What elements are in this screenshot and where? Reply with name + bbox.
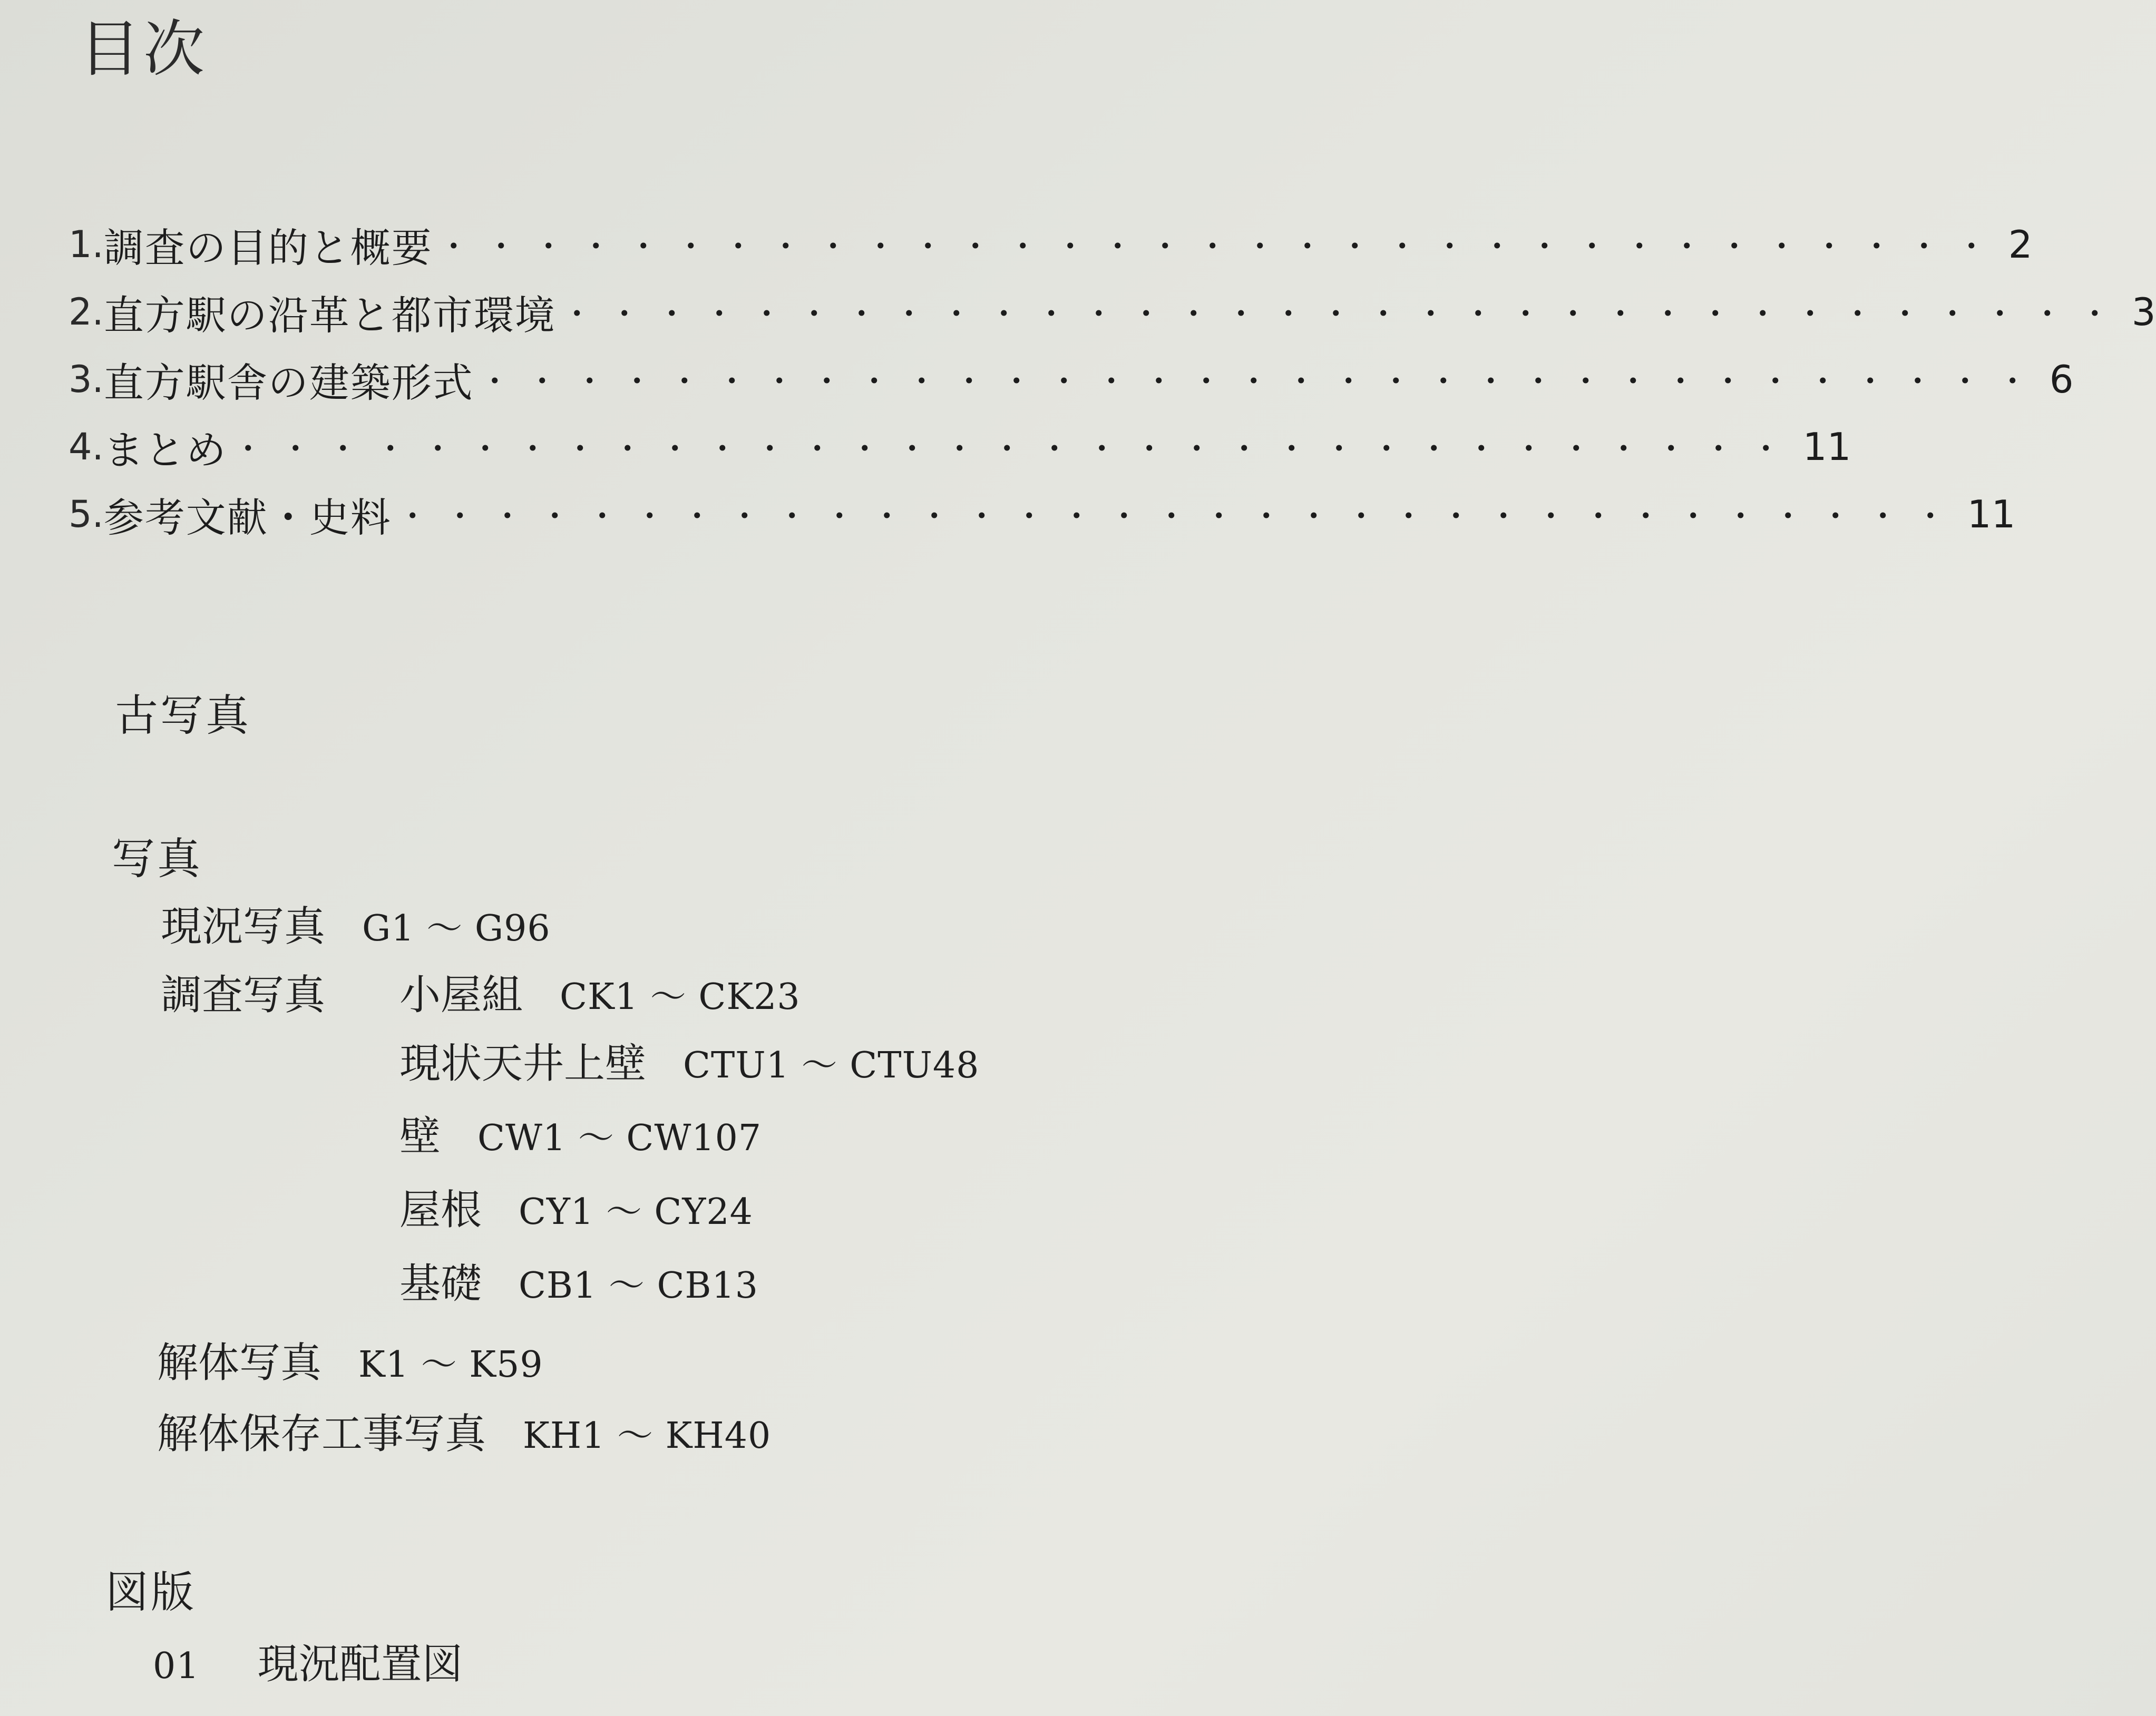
toc-entry xyxy=(69,413,1851,481)
toc-entry xyxy=(69,278,2156,346)
survey-item xyxy=(399,972,801,1019)
toc-leader-dots: ・・・・・・・・・・・・・・・・・・・・・・・・・・・・・・・・・ xyxy=(396,498,1962,535)
survey-item-label: 壁 xyxy=(399,1113,441,1160)
toc-entry xyxy=(69,481,2016,548)
survey-photos-label: 調査写真 xyxy=(161,972,326,1019)
toc-entry-title: 参考文献・史料 xyxy=(103,494,392,541)
survey-item-label: 基礎 xyxy=(399,1260,482,1308)
survey-item-range: CTU1 ～ CTU48 xyxy=(683,1045,980,1086)
toc-entry-number: 2. xyxy=(69,290,104,334)
toc-entry-page: 11 xyxy=(1802,425,1851,469)
preservation-photos-entry xyxy=(157,1410,772,1458)
toc-entry xyxy=(69,211,2033,278)
current-photos-range: G1 ～ G96 xyxy=(362,908,551,949)
survey-item-range: CW1 ～ CW107 xyxy=(477,1117,762,1159)
page-title: 目次 xyxy=(79,14,208,85)
toc-entry-title: 調査の目的と概要 xyxy=(103,224,433,271)
current-photos-label: 現況写真 xyxy=(161,903,326,950)
survey-item-label: 小屋組 xyxy=(399,972,523,1019)
survey-item-range: CB1 ～ CB13 xyxy=(519,1265,759,1307)
preservation-photos-label: 解体保存工事写真 xyxy=(157,1410,486,1458)
toc-entry-page: 6 xyxy=(2049,357,2074,401)
table-of-contents xyxy=(69,211,2156,548)
old-photos-heading: 古写真 xyxy=(115,691,251,741)
survey-item xyxy=(399,1260,759,1308)
toc-entry-page: 2 xyxy=(2008,222,2033,267)
toc-leader-dots: ・・・・・・・・・・・・・・・・・・・・・・・・・・・・・・・・・ xyxy=(561,296,2126,333)
toc-leader-dots: ・・・・・・・・・・・・・・・・・・・・・・・・・・・・・・・・・ xyxy=(232,431,1798,468)
toc-entry-page: 3 xyxy=(2131,290,2156,334)
figures-heading: 図版 xyxy=(105,1567,197,1617)
toc-entry xyxy=(69,346,2074,413)
toc-entry-page: 11 xyxy=(1967,492,2016,536)
toc-entry-number: 5. xyxy=(69,493,104,536)
figure-label: 現況配置図 xyxy=(257,1641,463,1688)
toc-entry-title: まとめ xyxy=(103,426,227,474)
dismantling-photos-range: K1 ～ K59 xyxy=(358,1344,543,1386)
dismantling-photos-label: 解体写真 xyxy=(157,1339,322,1387)
photos-heading: 写真 xyxy=(112,834,203,884)
current-photos-entry xyxy=(161,903,551,950)
figure-entry xyxy=(153,1641,463,1688)
survey-item-label: 屋根 xyxy=(399,1187,482,1234)
survey-item xyxy=(399,1113,762,1160)
preservation-photos-range: KH1 ～ KH40 xyxy=(523,1415,772,1457)
survey-item-range: CK1 ～ CK23 xyxy=(560,976,801,1018)
toc-entry-title: 直方駅の沿革と都市環境 xyxy=(103,291,556,339)
toc-entry-title: 直方駅舎の建築形式 xyxy=(103,359,474,406)
toc-leader-dots: ・・・・・・・・・・・・・・・・・・・・・・・・・・・・・・・・・ xyxy=(479,364,2044,400)
survey-item-label: 現状天井上壁 xyxy=(399,1040,647,1087)
survey-item xyxy=(399,1187,753,1234)
toc-entry-number: 1. xyxy=(69,223,104,266)
survey-item xyxy=(399,1040,980,1087)
figure-number: 01 xyxy=(153,1645,200,1687)
dismantling-photos-entry xyxy=(157,1339,543,1387)
toc-leader-dots: ・・・・・・・・・・・・・・・・・・・・・・・・・・・・・・・・・ xyxy=(437,229,2003,266)
toc-entry-number: 4. xyxy=(69,425,104,468)
toc-entry-number: 3. xyxy=(69,358,104,401)
survey-item-range: CY1 ～ CY24 xyxy=(519,1191,753,1233)
